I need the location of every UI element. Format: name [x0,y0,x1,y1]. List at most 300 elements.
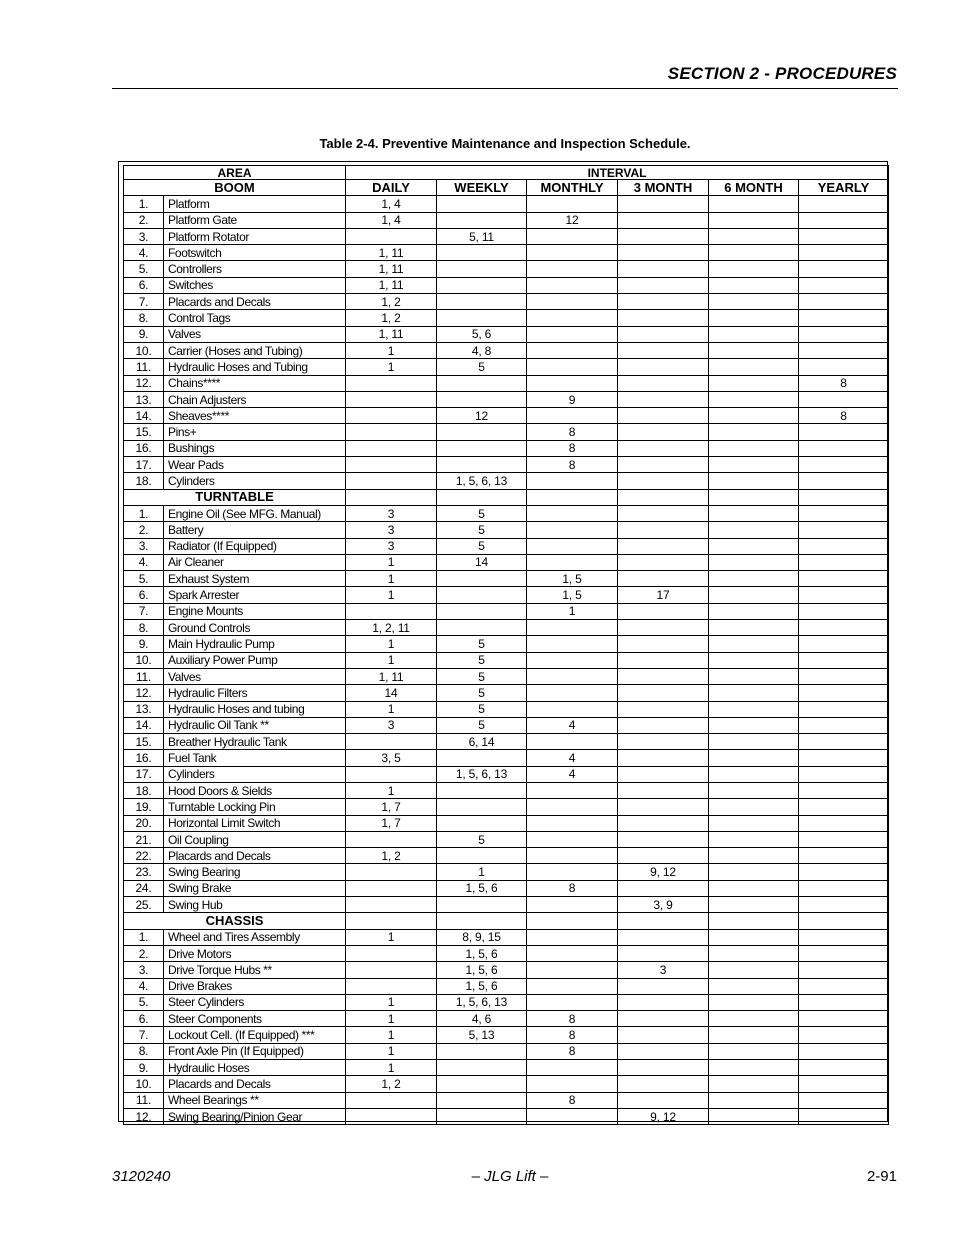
interval-cell [799,685,889,701]
interval-cell [437,603,527,619]
interval-cell [709,652,799,668]
item-name: Swing Hub [164,897,346,913]
item-name: Drive Brakes [164,978,346,994]
interval-cell [527,1076,618,1092]
table-row [124,945,889,961]
interval-cell [709,864,799,880]
item-number: 1. [124,929,164,945]
interval-cell [618,620,709,636]
interval-cell: 9 [527,391,618,407]
interval-cell [618,636,709,652]
interval-cell [618,831,709,847]
table-row [124,342,889,358]
column-header: DAILY [346,180,437,196]
item-number: 1. [124,196,164,212]
interval-cell [346,831,437,847]
item-number: 22. [124,848,164,864]
interval-cell [709,1108,799,1124]
interval-cell [527,277,618,293]
table-row [124,245,889,261]
table-row [124,734,889,750]
item-number: 7. [124,294,164,310]
interval-cell [618,391,709,407]
interval-cell [527,538,618,554]
interval-cell [346,457,437,473]
item-name: Steer Components [164,1011,346,1027]
table-row [124,815,889,831]
item-name: Platform Rotator [164,228,346,244]
interval-cell [437,782,527,798]
item-name: Bushings [164,440,346,456]
table-row [124,685,889,701]
item-name: Spark Arrester [164,587,346,603]
interval-cell [527,375,618,391]
interval-cell [709,1092,799,1108]
interval-cell [799,196,889,212]
interval-cell [709,522,799,538]
interval-cell [437,1092,527,1108]
table-row [124,1092,889,1108]
interval-cell [799,897,889,913]
item-number: 18. [124,473,164,489]
blank-cell [799,913,889,929]
interval-cell [346,1108,437,1124]
interval-cell [437,1076,527,1092]
schedule-table [123,165,889,1125]
interval-cell [799,277,889,293]
item-name: Radiator (If Equipped) [164,538,346,554]
table-row [124,1076,889,1092]
item-name: Hydraulic Hoses and Tubing [164,359,346,375]
interval-cell: 1 [527,603,618,619]
table-row [124,424,889,440]
table-row [124,880,889,896]
interval-cell: 5 [437,538,527,554]
item-number: 2. [124,212,164,228]
item-name: Hydraulic Hoses and tubing [164,701,346,717]
interval-cell [709,1076,799,1092]
interval-cell [437,1108,527,1124]
section-header: SECTION 2 - PROCEDURES [667,64,897,83]
interval-cell: 6, 14 [437,734,527,750]
item-number: 10. [124,1076,164,1092]
item-number: 3. [124,962,164,978]
interval-cell [527,408,618,424]
interval-cell [618,929,709,945]
interval-cell: 1, 5, 6 [437,880,527,896]
table-row [124,1011,889,1027]
item-number: 2. [124,945,164,961]
interval-cell [527,668,618,684]
interval-cell: 1, 5, 6 [437,962,527,978]
interval-cell [709,929,799,945]
area-label: AREA [124,166,346,180]
interval-cell: 1, 11 [346,668,437,684]
table-row [124,782,889,798]
table-row [124,326,889,342]
interval-cell [618,571,709,587]
blank-cell [618,489,709,505]
interval-cell [799,522,889,538]
column-header: 3 MONTH [618,180,709,196]
interval-cell [346,424,437,440]
interval-cell: 8 [527,440,618,456]
interval-cell [527,473,618,489]
table-row [124,538,889,554]
table-row [124,636,889,652]
interval-cell [709,782,799,798]
item-number: 5. [124,261,164,277]
interval-cell: 8 [799,408,889,424]
interval-cell: 1 [346,782,437,798]
interval-cell [799,440,889,456]
interval-cell: 4 [527,766,618,782]
item-number: 25. [124,897,164,913]
item-name: Drive Torque Hubs ** [164,962,346,978]
blank-cell [799,489,889,505]
interval-cell [709,978,799,994]
header-rule [112,88,898,89]
interval-cell [709,603,799,619]
interval-cell: 5 [437,652,527,668]
interval-cell [437,424,527,440]
item-name: Main Hydraulic Pump [164,636,346,652]
interval-cell [799,782,889,798]
interval-cell [527,310,618,326]
interval-cell [799,994,889,1010]
interval-cell: 5 [437,685,527,701]
interval-cell [437,212,527,228]
interval-cell [799,978,889,994]
interval-cell [709,326,799,342]
interval-cell [799,750,889,766]
interval-cell: 1, 5, 6, 13 [437,994,527,1010]
interval-cell [437,457,527,473]
interval-cell [437,1060,527,1076]
interval-cell [709,962,799,978]
interval-cell [709,473,799,489]
table-row [124,994,889,1010]
interval-cell [799,652,889,668]
interval-cell [709,1027,799,1043]
interval-cell [618,408,709,424]
interval-cell [527,701,618,717]
interval-cell: 1 [346,359,437,375]
interval-cell: 4, 6 [437,1011,527,1027]
table-row [124,228,889,244]
interval-cell [799,945,889,961]
interval-cell: 4, 8 [437,342,527,358]
interval-cell [346,440,437,456]
interval-cell [799,505,889,521]
interval-cell [618,196,709,212]
interval-cell [618,261,709,277]
interval-cell [346,766,437,782]
interval-cell [618,1060,709,1076]
interval-cell [527,261,618,277]
interval-cell [527,848,618,864]
blank-cell [437,489,527,505]
interval-cell [527,962,618,978]
item-number: 9. [124,326,164,342]
interval-cell [527,245,618,261]
item-number: 6. [124,587,164,603]
interval-cell [527,359,618,375]
item-number: 4. [124,554,164,570]
interval-cell: 1, 2 [346,1076,437,1092]
interval-cell: 1 [346,587,437,603]
item-name: Hydraulic Filters [164,685,346,701]
item-name: Swing Bearing [164,864,346,880]
interval-cell: 1, 2 [346,294,437,310]
table-row [124,701,889,717]
interval-cell [527,734,618,750]
interval-cell [709,571,799,587]
interval-cell [618,685,709,701]
item-name: Front Axle Pin (If Equipped) [164,1043,346,1059]
interval-cell [618,424,709,440]
interval-cell [437,587,527,603]
interval-cell [709,668,799,684]
blank-cell [618,913,709,929]
table-row [124,652,889,668]
interval-cell [709,261,799,277]
item-name: Cylinders [164,473,346,489]
item-number: 15. [124,424,164,440]
interval-cell [437,620,527,636]
interval-cell [709,880,799,896]
interval-cell [799,962,889,978]
interval-cell: 1 [437,864,527,880]
interval-cell [527,994,618,1010]
item-name: Lockout Cell. (If Equipped) *** [164,1027,346,1043]
item-number: 16. [124,440,164,456]
interval-cell [618,815,709,831]
table-row [124,929,889,945]
item-name: Exhaust System [164,571,346,587]
column-header: MONTHLY [527,180,618,196]
item-number: 6. [124,1011,164,1027]
interval-cell [799,815,889,831]
interval-cell: 4 [527,717,618,733]
interval-cell [437,750,527,766]
interval-cell: 8 [527,1027,618,1043]
interval-cell: 1, 2, 11 [346,620,437,636]
interval-label: INTERVAL [346,166,889,180]
interval-cell [346,962,437,978]
interval-cell [618,359,709,375]
item-number: 3. [124,228,164,244]
interval-cell [618,1043,709,1059]
interval-cell: 1, 11 [346,277,437,293]
page-number: 2-91 [866,1168,897,1185]
table-row [124,359,889,375]
interval-cell [618,294,709,310]
interval-cell [709,457,799,473]
item-name: Placards and Decals [164,294,346,310]
interval-cell [618,603,709,619]
interval-cell: 3, 5 [346,750,437,766]
interval-cell [709,1043,799,1059]
item-number: 24. [124,880,164,896]
interval-cell [527,505,618,521]
interval-cell [799,929,889,945]
interval-cell: 5 [437,522,527,538]
interval-cell: 1, 2 [346,848,437,864]
interval-cell [799,1043,889,1059]
interval-cell [346,880,437,896]
interval-cell [527,1060,618,1076]
blank-cell [527,913,618,929]
item-name: Placards and Decals [164,848,346,864]
item-number: 5. [124,571,164,587]
interval-cell [527,652,618,668]
interval-cell [799,571,889,587]
interval-cell [437,848,527,864]
interval-cell: 1 [346,636,437,652]
interval-cell: 5 [437,717,527,733]
interval-cell [346,228,437,244]
item-name: Air Cleaner [164,554,346,570]
item-name: Hydraulic Hoses [164,1060,346,1076]
interval-cell: 1 [346,342,437,358]
interval-cell [709,685,799,701]
item-name: Engine Oil (See MFG. Manual) [164,505,346,521]
table-row [124,831,889,847]
interval-cell [709,375,799,391]
interval-cell: 14 [437,554,527,570]
item-number: 14. [124,408,164,424]
item-number: 5. [124,994,164,1010]
interval-cell [527,945,618,961]
item-number: 1. [124,505,164,521]
item-name: Carrier (Hoses and Tubing) [164,342,346,358]
blank-cell [437,913,527,929]
interval-cell [799,831,889,847]
item-name: Placards and Decals [164,1076,346,1092]
interval-cell: 4 [527,750,618,766]
interval-cell [527,636,618,652]
interval-cell [799,1060,889,1076]
interval-cell [709,636,799,652]
interval-cell: 5 [437,831,527,847]
item-name: Battery [164,522,346,538]
interval-cell [527,228,618,244]
interval-cell [527,620,618,636]
interval-cell: 3 [346,505,437,521]
interval-cell [709,831,799,847]
interval-cell [437,571,527,587]
table-row [124,603,889,619]
item-number: 12. [124,1108,164,1124]
item-number: 2. [124,522,164,538]
blank-cell [709,489,799,505]
interval-cell [618,945,709,961]
interval-cell [799,717,889,733]
interval-cell: 1, 7 [346,815,437,831]
interval-cell [799,603,889,619]
interval-cell: 1, 4 [346,212,437,228]
interval-cell: 5 [437,505,527,521]
interval-cell: 3 [346,538,437,554]
interval-cell [618,554,709,570]
item-number: 17. [124,457,164,473]
item-name: Platform [164,196,346,212]
footer-brand: – JLG Lift – [471,1168,549,1185]
interval-cell [346,864,437,880]
group-header-row [124,913,889,929]
interval-cell [437,1043,527,1059]
interval-cell [618,522,709,538]
interval-cell [346,978,437,994]
interval-cell [799,245,889,261]
interval-cell [618,473,709,489]
table-row [124,620,889,636]
item-number: 4. [124,245,164,261]
interval-cell [709,277,799,293]
interval-cell [709,1011,799,1027]
interval-cell: 8 [527,457,618,473]
item-name: Drive Motors [164,945,346,961]
table-row [124,897,889,913]
interval-cell [618,668,709,684]
table-row [124,261,889,277]
interval-cell [437,815,527,831]
interval-cell [527,864,618,880]
table-row [124,522,889,538]
item-name: Ground Controls [164,620,346,636]
item-name: Platform Gate [164,212,346,228]
item-name: Engine Mounts [164,603,346,619]
table-row [124,766,889,782]
interval-cell [527,978,618,994]
interval-cell [709,750,799,766]
item-name: Valves [164,668,346,684]
interval-cell: 1, 5, 6, 13 [437,473,527,489]
interval-cell [799,799,889,815]
interval-cell [799,326,889,342]
interval-cell [618,652,709,668]
doc-number: 3120240 [112,1168,171,1185]
blank-cell [709,913,799,929]
item-name: Footswitch [164,245,346,261]
interval-cell [618,701,709,717]
interval-cell [799,294,889,310]
item-number: 15. [124,734,164,750]
item-name: Sheaves**** [164,408,346,424]
interval-cell: 3 [346,522,437,538]
interval-cell [799,1108,889,1124]
table-row [124,717,889,733]
interval-cell [618,994,709,1010]
interval-cell: 1, 11 [346,245,437,261]
item-name: Swing Bearing/Pinion Gear [164,1108,346,1124]
interval-cell [618,277,709,293]
interval-cell [709,587,799,603]
interval-cell: 1 [346,554,437,570]
interval-cell: 3, 9 [618,897,709,913]
interval-cell [799,636,889,652]
interval-cell: 1, 11 [346,261,437,277]
interval-cell [799,668,889,684]
item-number: 17. [124,766,164,782]
interval-cell [709,766,799,782]
item-number: 7. [124,1027,164,1043]
interval-cell [618,375,709,391]
item-name: Turntable Locking Pin [164,799,346,815]
item-number: 8. [124,1043,164,1059]
item-number: 8. [124,620,164,636]
